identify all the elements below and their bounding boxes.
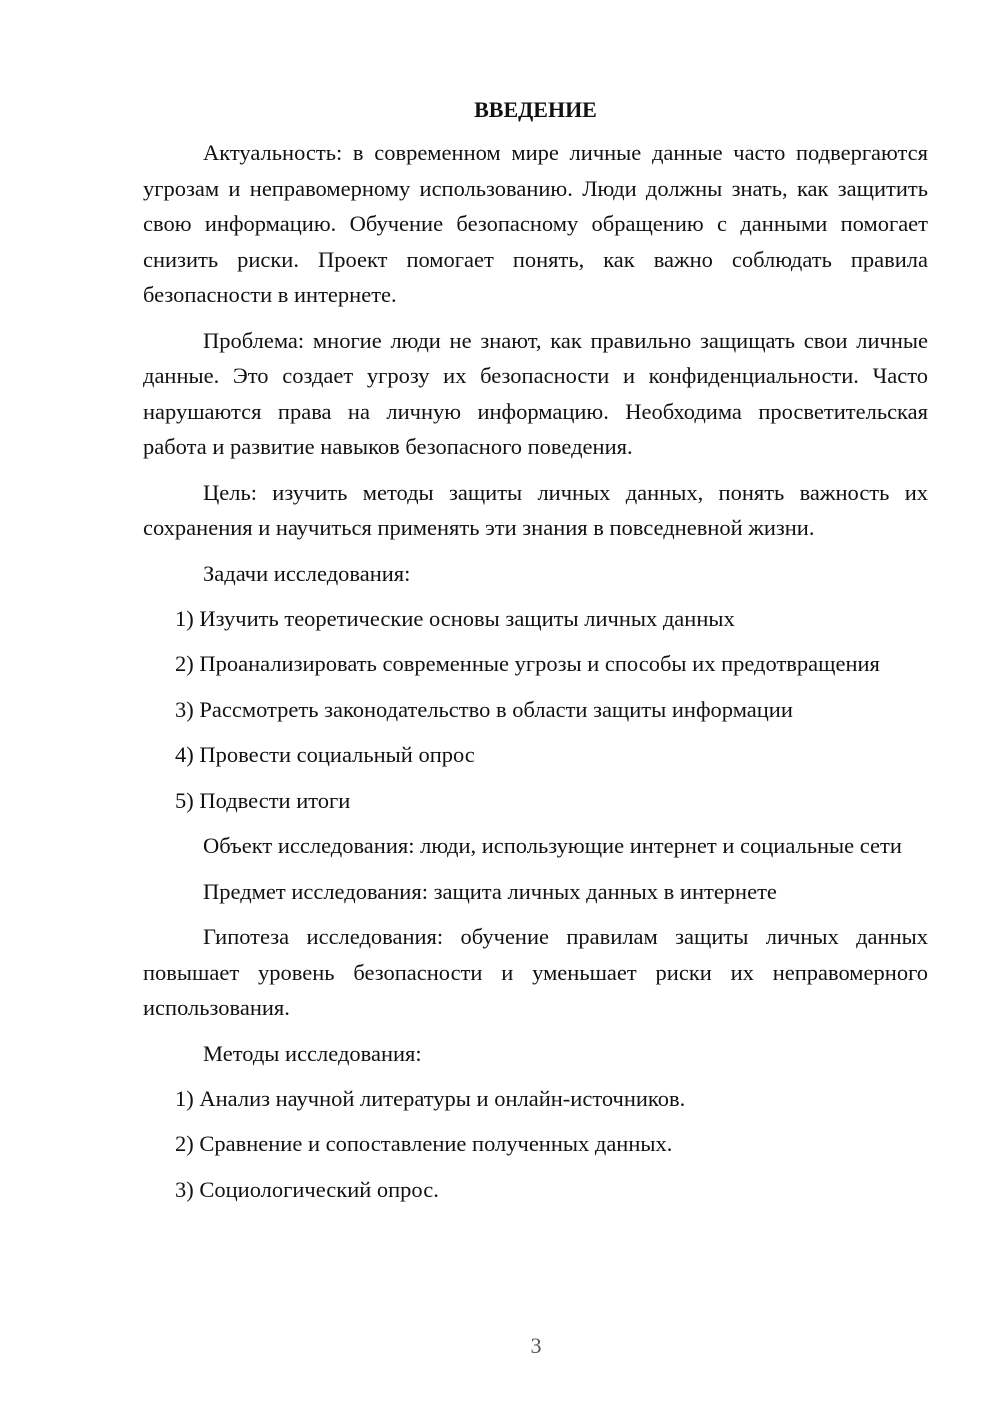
relevance-paragraph: Актуальность: в современном мире личные данные часто подвергаются угрозам и неправомерному использованию. Люди должны знать, как защитить свою информацию. Обучение безопасному обращению с данными помогает снизить риски. Проект помогает понять, как важно соблюдать правила безопасности в интернете. bbox=[143, 140, 928, 307]
method-item-2: 2) Сравнение и сопоставление полученных данных. bbox=[175, 1131, 673, 1156]
document-page bbox=[143, 95, 928, 1217]
task-item-4: 4) Провести социальный опрос bbox=[175, 742, 475, 767]
tasks-heading: Задачи исследования: bbox=[203, 560, 411, 586]
method-item-1: 1) Анализ научной литературы и онлайн-источников. bbox=[175, 1085, 686, 1111]
section-title: ВВЕДЕНИЕ bbox=[474, 97, 597, 122]
task-item-3: 3) Рассмотреть законодательство в области защиты информации bbox=[175, 696, 793, 722]
problem-paragraph: Проблема: многие люди не знают, как правильно защищать свои личные данные. Это создает угрозу их безопасности и конфиденциальности. Часто нарушаются права на личную информацию. Необходима просветительская работа и развитие навыков безопасного поведения. bbox=[143, 327, 928, 459]
task-item-2: 2) Проанализировать современные угрозы и способы их предотвращения bbox=[175, 651, 880, 676]
task-item-5: 5) Подвести итоги bbox=[175, 787, 351, 813]
method-item-3: 3) Социологический опрос. bbox=[175, 1176, 439, 1202]
goal-paragraph: Цель: изучить методы защиты личных данных, понять важность их сохранения и научиться применять эти знания в повседневной жизни. bbox=[143, 479, 928, 540]
subject-paragraph: Предмет исследования: защита личных данных в интернете bbox=[203, 878, 777, 904]
task-item-1: 1) Изучить теоретические основы защиты личных данных bbox=[175, 605, 735, 631]
methods-heading: Методы исследования: bbox=[203, 1040, 422, 1066]
hypothesis-paragraph: Гипотеза исследования: обучение правилам защиты личных данных повышает уровень безопасности и уменьшает риски их неправомерного использования. bbox=[143, 924, 928, 1020]
page-number: 3 bbox=[530, 1333, 542, 1358]
object-paragraph: Объект исследования: люди, использующие интернет и социальные сети bbox=[203, 833, 902, 858]
